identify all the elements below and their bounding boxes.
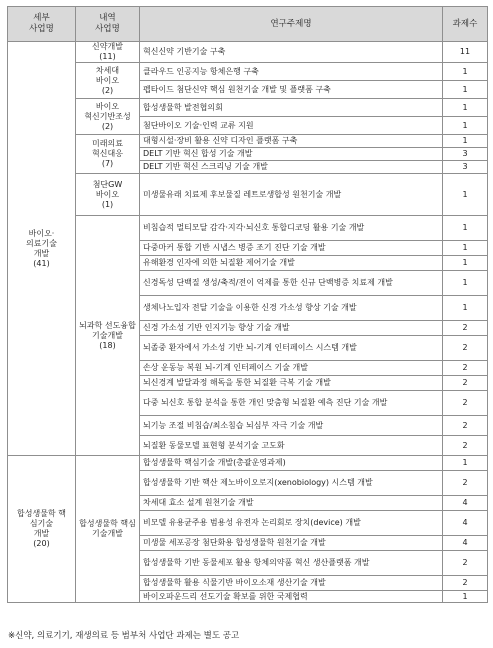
research-topic-cell: 바이오파운드리 선도기술 확보를 위한 국제협력 <box>140 591 443 603</box>
project-count-cell: 2 <box>443 436 488 456</box>
research-topics-table-container <box>7 6 487 603</box>
research-topic-cell: 클라우드 인공지능 항체은행 구축 <box>140 63 443 81</box>
table-row <box>8 216 488 241</box>
project-count-cell: 2 <box>443 321 488 336</box>
project-count-cell: 2 <box>443 576 488 591</box>
sub-program-cell: 첨단GW 바이오 (1) <box>76 174 140 216</box>
research-topic-cell: 첨단바이오 기술·인력 교류 지원 <box>140 117 443 135</box>
sub-program-cell: 뇌과학 선도융합 기술개발 (18) <box>76 216 140 456</box>
research-topic-cell: 합성생물학 핵심기술 개발(총괄운영과제) <box>140 456 443 471</box>
sub-program-cell: 차세대 바이오 (2) <box>76 63 140 99</box>
research-topic-cell: DELT 기반 혁신 합성 기술 개발 <box>140 148 443 161</box>
project-count-cell: 1 <box>443 81 488 99</box>
research-topic-cell: 뇌기능 조절 비침습/최소침습 뇌심부 자극 기술 개발 <box>140 416 443 436</box>
research-topic-cell: 생체나노입자 전달 기술을 이용한 신경 가소성 향상 기술 개발 <box>140 296 443 321</box>
project-count-cell: 2 <box>443 336 488 361</box>
project-count-cell: 11 <box>443 42 488 63</box>
project-count-cell: 1 <box>443 135 488 148</box>
detail-program-cell: 바이오· 의료기술 개발 (41) <box>8 42 76 456</box>
project-count-cell: 3 <box>443 148 488 161</box>
project-count-cell: 4 <box>443 496 488 511</box>
project-count-cell: 4 <box>443 536 488 551</box>
table-body <box>8 42 488 603</box>
table-row <box>8 174 488 216</box>
research-topic-cell: DELT 기반 혁신 스크리닝 기술 개발 <box>140 161 443 174</box>
project-count-cell: 1 <box>443 174 488 216</box>
research-topic-cell: 혁신신약 기반기술 구축 <box>140 42 443 63</box>
sub-program-cell: 바이오 혁신기반조성 (2) <box>76 99 140 135</box>
research-topic-cell: 미생물 세포공장 첨단화용 합성생물학 원천기술 개발 <box>140 536 443 551</box>
project-count-cell: 2 <box>443 416 488 436</box>
research-topic-cell: 비모델 유용균주용 범용성 유전자 논리회로 장치(device) 개발 <box>140 511 443 536</box>
project-count-cell: 1 <box>443 271 488 296</box>
table-row <box>8 63 488 81</box>
table-row <box>8 456 488 471</box>
table-row <box>8 99 488 117</box>
detail-program-cell: 합성생물학 핵 심기술 개발 (20) <box>8 456 76 603</box>
research-topic-cell: 미생물유래 치료제 후보물질 레트로생합성 원천기술 개발 <box>140 174 443 216</box>
project-count-cell: 1 <box>443 456 488 471</box>
research-topic-cell: 비침습적 멀티모달 감각·지각·뇌신호 통합디코딩 활용 기술 개발 <box>140 216 443 241</box>
project-count-cell: 1 <box>443 63 488 81</box>
header-project-count: 과제수 <box>443 7 488 42</box>
project-count-cell: 2 <box>443 471 488 496</box>
project-count-cell: 2 <box>443 391 488 416</box>
project-count-cell: 2 <box>443 376 488 391</box>
project-count-cell: 2 <box>443 361 488 376</box>
table-header-row <box>8 7 488 42</box>
research-topic-cell: 차세대 효소 설계 원천기술 개발 <box>140 496 443 511</box>
table-row <box>8 135 488 148</box>
research-topic-cell: 대형시설·장비 활용 신약 디자인 플랫폼 구축 <box>140 135 443 148</box>
research-topic-cell: 유해환경 인자에 의한 뇌질환 제어기술 개발 <box>140 256 443 271</box>
research-topic-cell: 합성생물학 기반 핵산 제노바이오로지(xenobiology) 시스템 개발 <box>140 471 443 496</box>
research-topic-cell: 뇌졸중 환자에서 가소성 기반 뇌-기계 인터페이스 시스템 개발 <box>140 336 443 361</box>
header-detail-program: 세부 사업명 <box>8 7 76 42</box>
research-topic-cell: 합성생물학 기반 동물세포 활용 항체의약품 혁신 생산플랫폼 개발 <box>140 551 443 576</box>
sub-program-cell: 합성생물학 핵심 기술개발 <box>76 456 140 603</box>
research-topic-cell: 신경 가소성 기반 인지기능 향상 기술 개발 <box>140 321 443 336</box>
project-count-cell: 1 <box>443 241 488 256</box>
research-topic-cell: 뇌질환 동물모델 표현형 분석기술 고도화 <box>140 436 443 456</box>
project-count-cell: 1 <box>443 256 488 271</box>
project-count-cell: 1 <box>443 591 488 603</box>
project-count-cell: 1 <box>443 296 488 321</box>
project-count-cell: 1 <box>443 117 488 135</box>
project-count-cell: 1 <box>443 216 488 241</box>
table-row <box>8 42 488 63</box>
research-topic-cell: 합성생물학 활용 식물기반 바이오소재 생산기술 개발 <box>140 576 443 591</box>
footnote: ※신약, 의료기기, 재생의료 등 범부처 사업단 과제는 별도 공고 <box>8 631 240 641</box>
research-topic-cell: 뇌신경계 발달과정 해독을 통한 뇌질환 극복 기술 개발 <box>140 376 443 391</box>
sub-program-cell: 미래의료 혁신대응 (7) <box>76 135 140 174</box>
project-count-cell: 2 <box>443 551 488 576</box>
research-topic-cell: 손상 운동능 복원 뇌-기계 인터페이스 기술 개발 <box>140 361 443 376</box>
project-count-cell: 1 <box>443 99 488 117</box>
research-topic-cell: 펩타이드 첨단신약 핵심 원천기술 개발 및 플랫폼 구축 <box>140 81 443 99</box>
research-topic-cell: 합성생물학 발전협의회 <box>140 99 443 117</box>
project-count-cell: 3 <box>443 161 488 174</box>
header-sub-program: 내역 사업명 <box>76 7 140 42</box>
research-topic-cell: 신경독성 단백질 생성/축적/전이 억제를 통한 신규 단백병증 치료제 개발 <box>140 271 443 296</box>
project-count-cell: 4 <box>443 511 488 536</box>
research-topics-table <box>7 6 488 603</box>
research-topic-cell: 다중 뇌신호 통합 분석을 통한 개인 맞춤형 뇌질환 예측 진단 기술 개발 <box>140 391 443 416</box>
header-research-topic: 연구주제명 <box>140 7 443 42</box>
research-topic-cell: 다중마커 통합 기반 시냅스 병증 조기 진단 기술 개발 <box>140 241 443 256</box>
sub-program-cell: 신약개발 (11) <box>76 42 140 63</box>
